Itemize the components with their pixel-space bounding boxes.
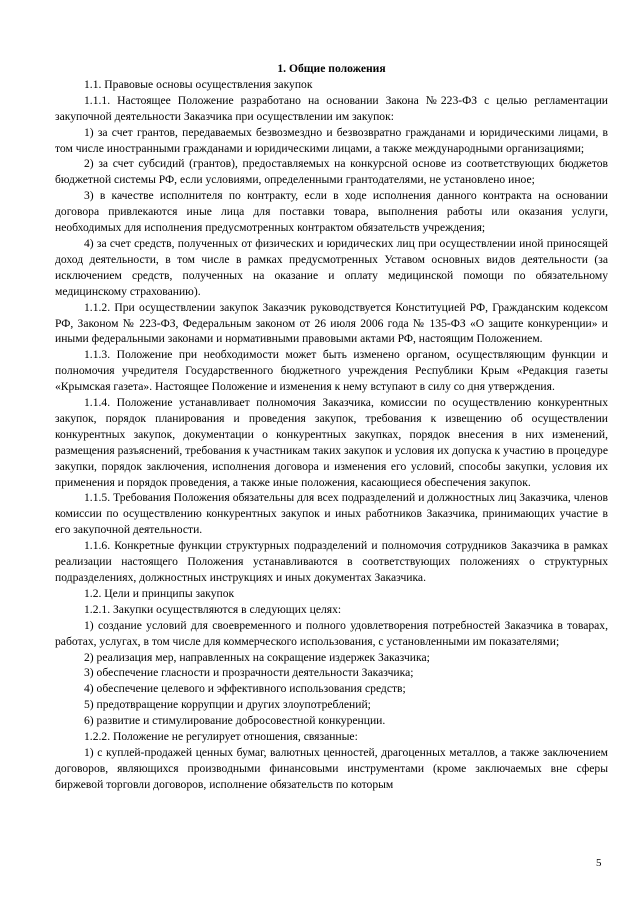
list-item-income: 4) за счет средств, полученных от физических и юридических лиц при осуществлении иной приносящей доход деятельности, в том числе в рамках предусмотренных Уставом основных видов деятельности (за исключением средств, полученных на оказание и оплату медицинской помощи по обязательному медицинскому страхованию). [55, 236, 608, 298]
goal-item-6: 6) развитие и стимулирование добросовестной конкуренции. [84, 714, 386, 728]
page-number: 5 [596, 857, 602, 869]
goal-item-2: 2) реализация мер, направленных на сокращение издержек Заказчика; [84, 650, 430, 664]
list-item-subsidies: 2) за счет субсидий (грантов), предоставляемых на конкурсной основе из соответствующих бюджетов бюджетной системы РФ, если условиями, определенными грантодателями, не установлено иное; [55, 157, 608, 187]
paragraph-1-2: 1.2. Цели и принципы закупок [84, 586, 235, 600]
paragraph-1-1-5: 1.1.5. Требования Положения обязательны для всех подразделений и должностных лиц Заказчика, членов комиссии по осуществлению конкурентных закупок и иных работников Заказчика, принимающих участие в его закупочной деятельности. [55, 491, 608, 537]
goal-item-3: 3) обеспечение гласности и прозрачности деятельности Заказчика; [84, 666, 414, 680]
exclusion-item-1: 1) с куплей-продажей ценных бумаг, валютных ценностей, драгоценных металлов, а также заключением договоров, являющихся производными финансовыми инструментами (кроме заключаемых вне сферы биржевой торговли договоров, исполнение обязательств по которым [55, 745, 608, 791]
paragraph-1-1-4: 1.1.4. Положение устанавливает полномочия Заказчика, комиссии по осуществлению конкурентных закупок, порядок планирования и проведения закупок, требования к извещению об осуществлении конкурентных закупок, документации о конкурентных закупках, порядок внесения в них изменений, размещения разъяснений, требования к участникам таких закупок и условия их допуска к участию в процедуре закупки, порядок заключения, исполнения договора и изменения его условий, способы закупки, условия их применения и порядок проведения, а также иные положения, касающиеся обеспечения закупок. [55, 396, 608, 489]
goal-item-1: 1) создание условий для своевременного и полного удовлетворения потребностей Заказчика в товарах, работах, услугах, в том числе для коммерческого использования, с установленными им показателями; [55, 618, 608, 648]
goal-item-4: 4) обеспечение целевого и эффективного использования средств; [84, 682, 406, 696]
paragraph-1-1: 1.1. Правовые основы осуществления закупок [84, 77, 313, 91]
paragraph-1-1-3: 1.1.3. Положение при необходимости может быть изменено органом, осуществляющим функции и полномочия учредителя Государственного бюджетного учреждения Республики Крым «Редакция газеты «Крымская газета». Настоящее Положение и изменения к нему вступают в силу со дня утверждения. [55, 348, 608, 394]
paragraph-1-1-1: 1.1.1. Настоящее Положение разработано на основании Закона №223-ФЗ с целью регламентации закупочной деятельности Заказчика при осуществлении им закупок: [55, 93, 608, 123]
list-item-contractor: 3) в качестве исполнителя по контракту, если в ходе исполнения данного контракта на основании договора привлекаются иные лица для поставки товара, выполнения работы или оказания услуги, необходимых для исполнения предусмотренных контрактом обязательств учреждения; [55, 189, 608, 235]
paragraph-1-1-2: 1.1.2. При осуществлении закупок Заказчик руководствуется Конституцией РФ, Гражданским кодексом РФ, Законом № 223-ФЗ, Федеральным законом от 26 июля 2006 года № 135-ФЗ «О защите конкуренции» и иными федеральными законами и нормативными правовыми актами РФ, настоящим Положением. [55, 300, 608, 346]
list-item-grants: 1) за счет грантов, передаваемых безвозмездно и безвозвратно гражданами и юридическими лицами, в том числе иностранными гражданами и юридическими лицами, а также международными организациями; [55, 125, 608, 155]
goal-item-5: 5) предотвращение коррупции и других злоупотреблений; [84, 698, 371, 712]
document-page [55, 61, 608, 793]
section-heading: 1. Общие положения [277, 62, 386, 75]
paragraph-1-2-1: 1.2.1. Закупки осуществляются в следующих целях: [84, 602, 342, 616]
paragraph-1-1-6: 1.1.6. Конкретные функции структурных подразделений и полномочия сотрудников Заказчика в рамках реализации настоящего Положения устанавливаются в соответствующих положениях о структурных подразделениях, должностных инструкциях и иных документах Заказчика. [55, 539, 608, 584]
paragraph-1-2-2: 1.2.2. Положение не регулирует отношения, связанные: [84, 730, 358, 744]
